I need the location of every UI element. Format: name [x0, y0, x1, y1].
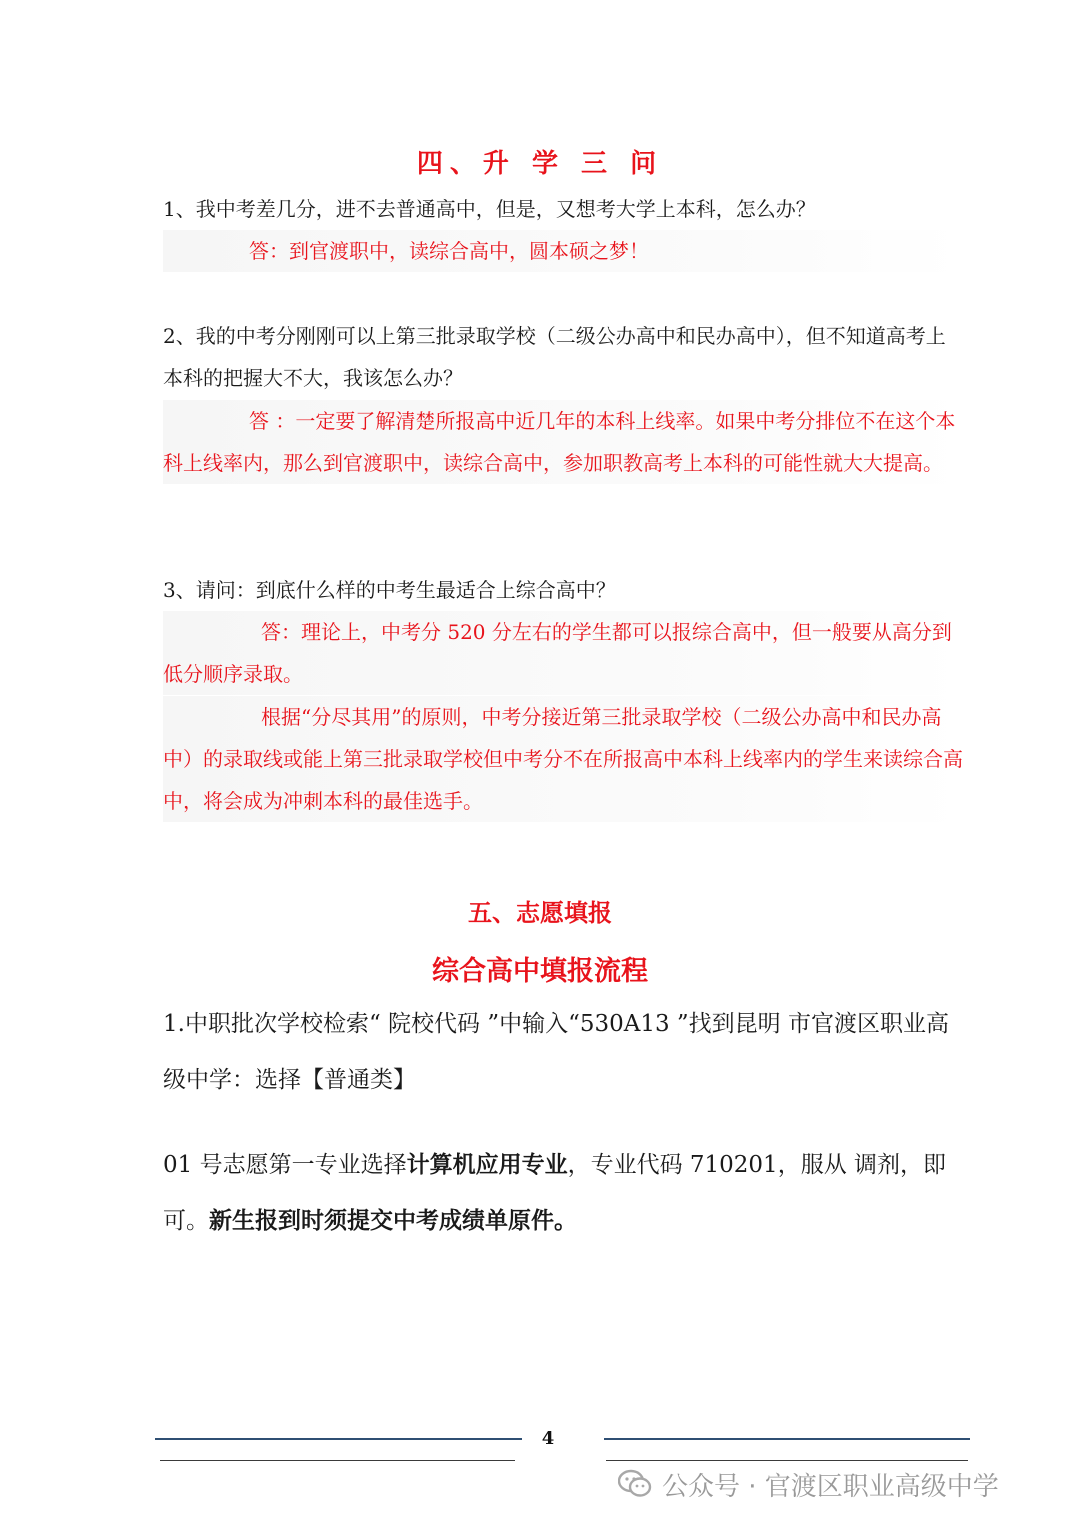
footer-rule-left — [155, 1438, 522, 1440]
footer-rule-right — [604, 1438, 970, 1440]
section-5-subtitle: 综合高中填报流程 — [432, 956, 648, 987]
question-2: 2、我的中考分刚刚可以上第三批录取学校（二级公办高中和民办高中），但不知道高考上本科的把握大不大，我该怎么办？ — [163, 324, 946, 390]
watermark-text: 公众号 · 官渡区职业高级中学 — [662, 1471, 999, 1502]
wechat-watermark — [618, 1464, 999, 1504]
page-number: 4 — [541, 1428, 555, 1449]
footer-rule-right-lower — [606, 1460, 968, 1461]
step-2-notice: 新生报到时须提交中考成绩单原件。 — [209, 1207, 577, 1234]
step-2-text — [163, 1137, 963, 1249]
footer-rule-left-lower — [160, 1460, 515, 1461]
question-1: 1、我中考差几分，进不去普通高中，但是，又想考大学上本科，怎么办？ — [163, 197, 816, 221]
answer-1: 答：到官渡职中，读综合高中，圆本硕之梦！ — [163, 230, 963, 272]
answer-2: 答 ：一定要了解清楚所报高中近几年的本科上线率。如果中考分排位不在这个本科上线率内，那么到官渡职中，读综合高中，参加职教高考上本科的可能性就大大提高。 — [163, 400, 963, 484]
section-4-title: 四、升 学 三 问 — [416, 149, 664, 179]
step-2-middle: ，专业代码 710201，服从 调剂，即可。 — [163, 1152, 946, 1234]
answer-3-paragraph-2: 根据“分尽其用”的原则，中考分接近第三批录取学校（二级公办高中和民办高中）的录取线或能上第三批录取学校但中考分不在所报高中本科上线率内的学生来读综合高中，将会成为冲刺本科的最佳选手。 — [163, 696, 963, 822]
step-1-text: 1.中职批次学校检索“ 院校代码 ”中输入“530A13 ”找到昆明 市官渡区职业高级中学：选择【普通类】 — [163, 1011, 949, 1093]
section-5-title: 五、志愿填报 — [468, 899, 612, 927]
wechat-icon — [618, 1469, 652, 1499]
step-2-major: 计算机应用专业 — [406, 1151, 568, 1178]
question-3: 3、请问：到底什么样的中考生最适合上综合高中？ — [163, 578, 616, 602]
step-2-prefix: 01 号志愿第一专业选择 — [163, 1152, 407, 1178]
answer-3-paragraph-1: 答：理论上，中考分 520 分左右的学生都可以报综合高中，但一般要从高分到低分顺序录取。 — [163, 611, 963, 695]
